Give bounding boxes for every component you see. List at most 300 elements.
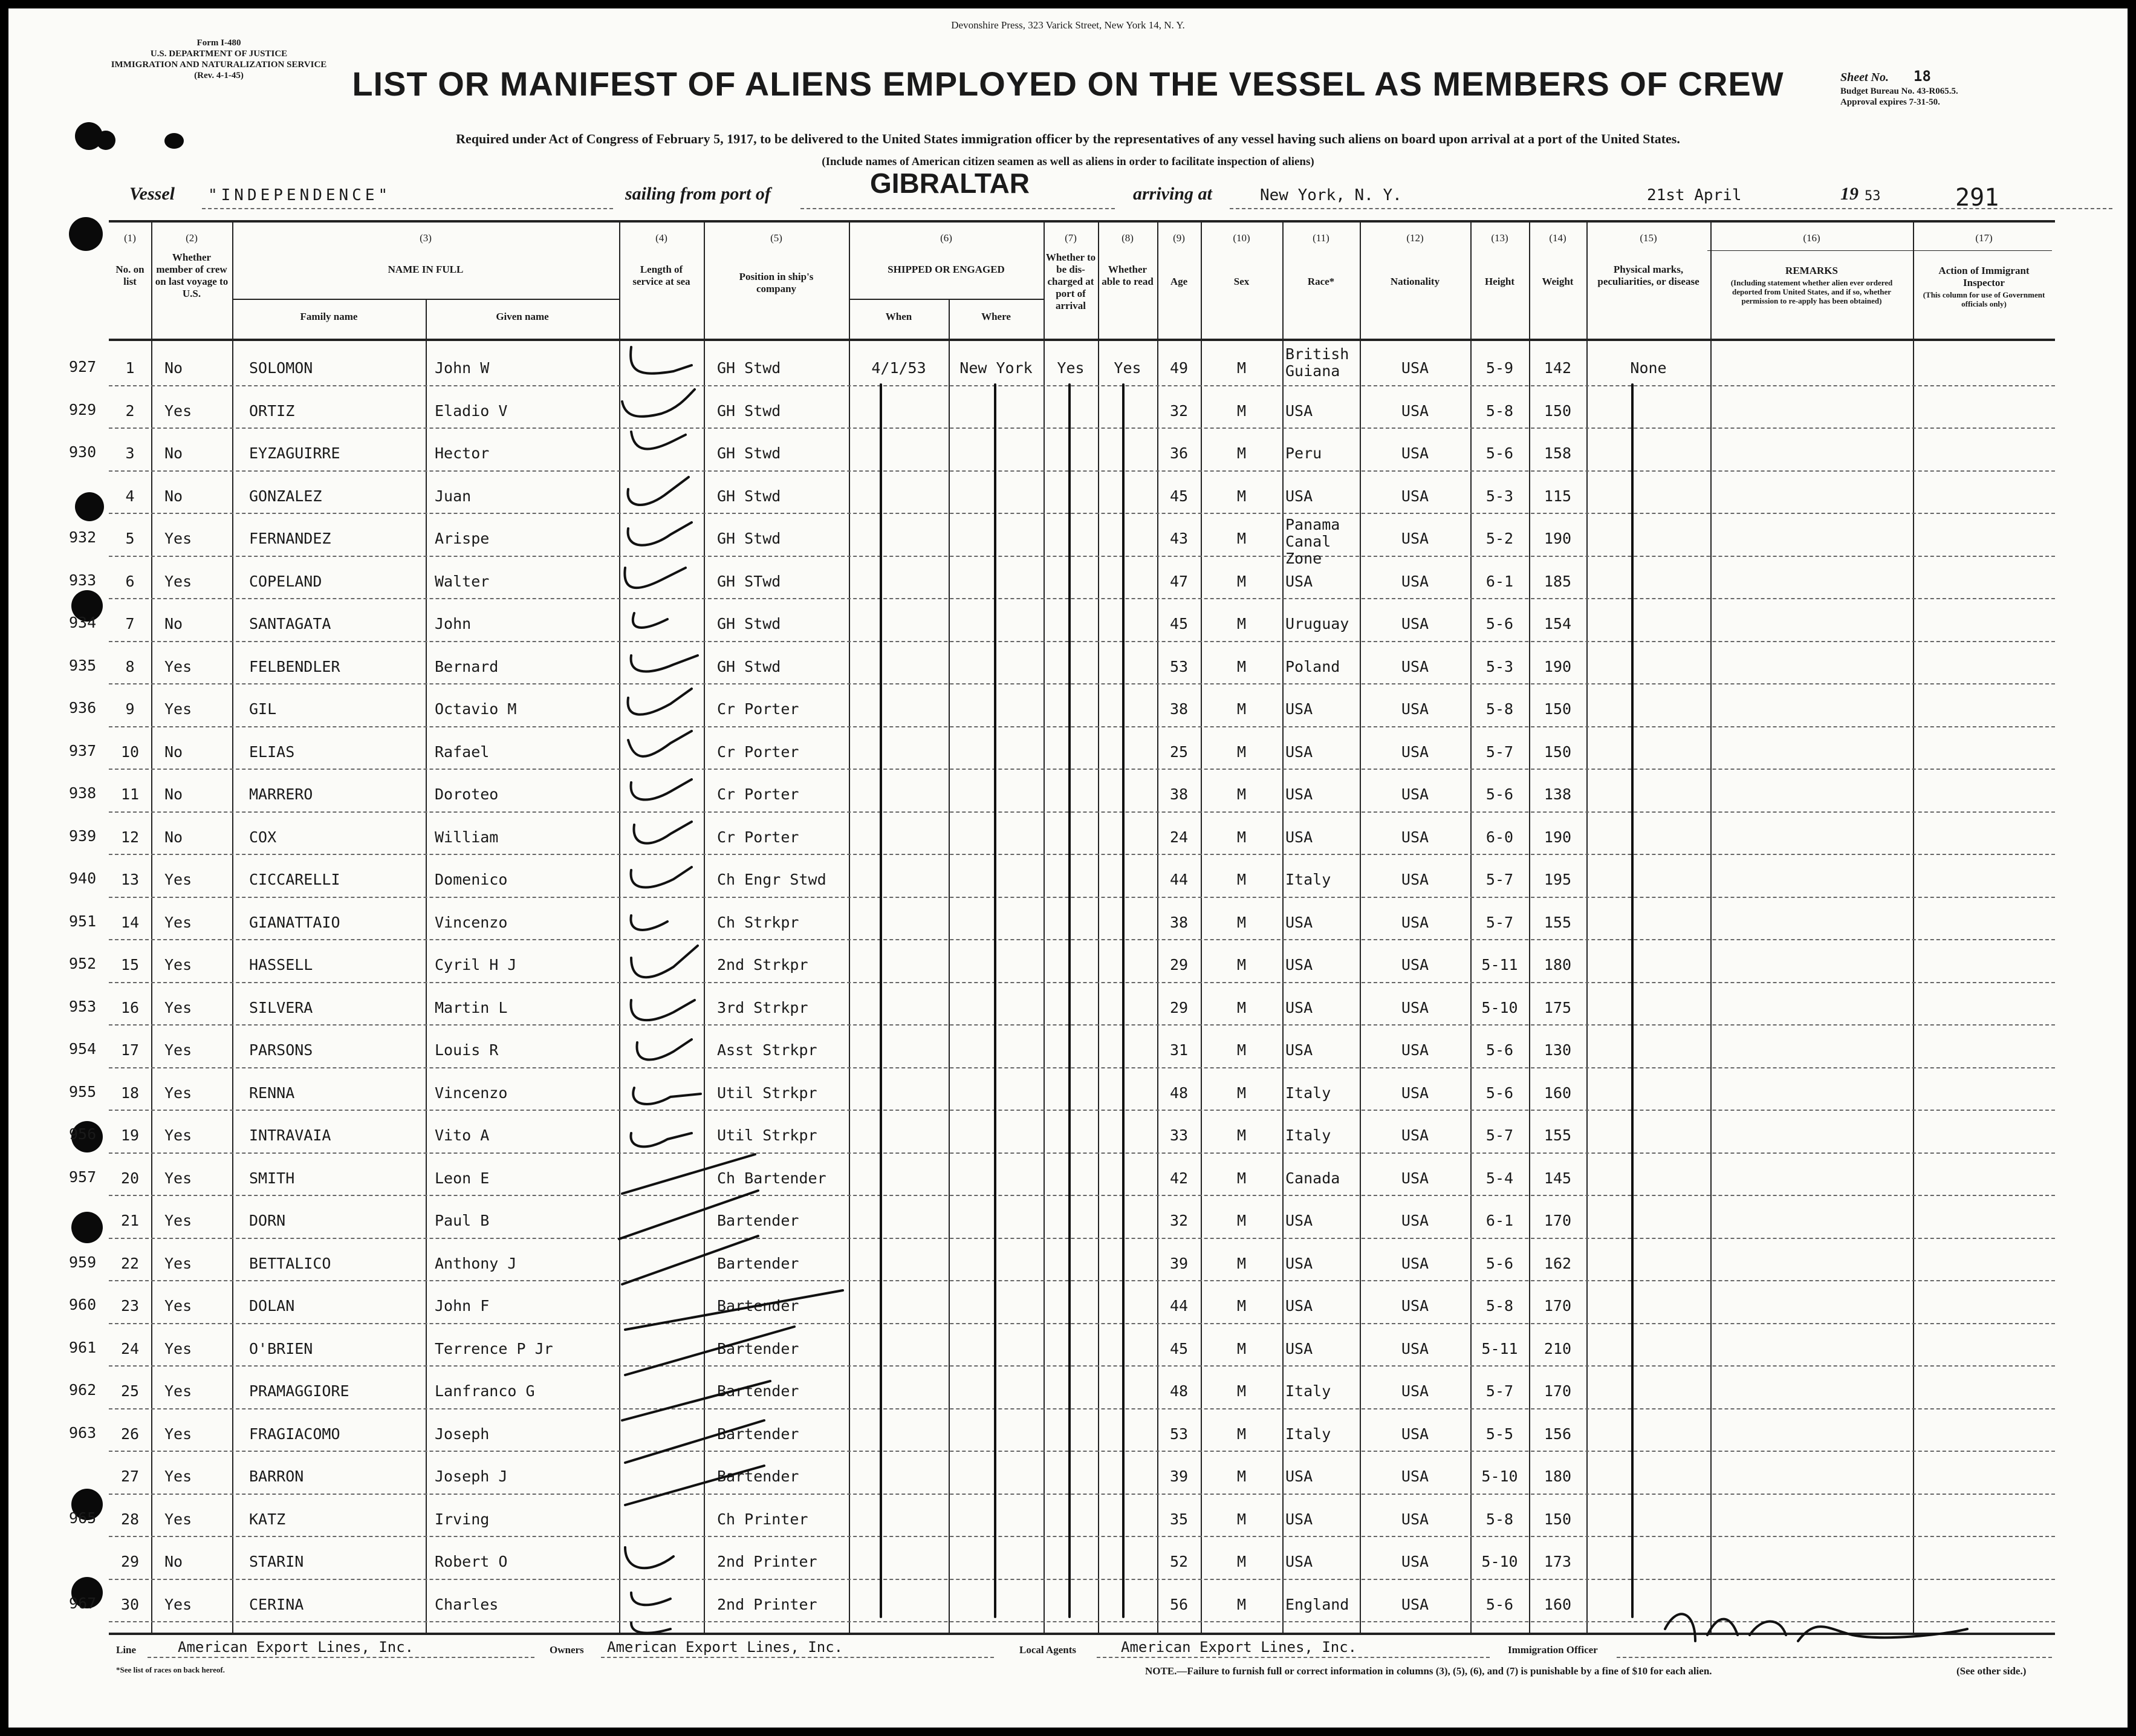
col-title: Physical marks, peculiarities, or disease — [1597, 264, 1699, 287]
margin-number: 934 — [69, 614, 97, 631]
budget-number: Budget Bureau No. 43-R065.5. — [1840, 86, 1958, 96]
family-name-cell: FERNANDEZ — [249, 530, 331, 547]
col-title: Position in ship's company — [739, 271, 814, 294]
race-cell: USA — [1285, 1041, 1313, 1059]
col-title: Age — [1170, 276, 1188, 287]
revision: (Rev. 4-1-45) — [194, 71, 244, 80]
family-name-cell: SILVERA — [249, 998, 313, 1016]
vessel-label: Vessel — [129, 184, 175, 204]
year-prefix: 19 — [1840, 184, 1858, 204]
age-cell: 42 — [1169, 1169, 1189, 1187]
age-cell: 38 — [1169, 700, 1189, 718]
nationality-cell: USA — [1401, 657, 1429, 675]
nationality-cell: USA — [1401, 1084, 1429, 1102]
nationality-cell: USA — [1401, 998, 1429, 1016]
age-cell: 36 — [1169, 444, 1189, 462]
race-cell: Italy — [1285, 1382, 1331, 1400]
nationality-cell: USA — [1401, 743, 1429, 761]
sex-cell: M — [1236, 1510, 1247, 1528]
margin-number: 951 — [69, 912, 97, 930]
nationality-cell: USA — [1401, 401, 1429, 420]
sailing-label: sailing from port of — [625, 184, 771, 204]
nationality-cell: USA — [1401, 700, 1429, 718]
margin-number: 932 — [69, 528, 97, 546]
family-name-cell: SOLOMON — [249, 359, 313, 377]
last-voyage-cell: Yes — [164, 401, 192, 420]
age-cell: 25 — [1169, 743, 1189, 761]
family-name-cell: INTRAVAIA — [249, 1126, 331, 1144]
given-name-cell: Juan — [435, 487, 472, 505]
last-voyage-cell: Yes — [164, 1212, 192, 1229]
last-voyage-cell: Yes — [164, 530, 192, 547]
margin-number: 936 — [69, 699, 97, 717]
race-cell: USA — [1285, 572, 1313, 590]
position-cell: GH Stwd — [717, 657, 781, 675]
nationality-cell: USA — [1401, 1468, 1429, 1485]
race-cell: USA — [1285, 1510, 1313, 1528]
col-number: (2) — [186, 232, 198, 244]
col-note: (This column for use of Government officials only) — [1923, 290, 2045, 308]
col-title: Action of Immigrant Inspector — [1938, 265, 2030, 288]
sex-cell: M — [1236, 998, 1247, 1016]
department: U.S. DEPARTMENT OF JUSTICE — [150, 49, 288, 59]
line-value: American Export Lines, Inc. — [178, 1639, 414, 1656]
nationality-cell: USA — [1401, 1041, 1429, 1059]
race-cell: USA — [1285, 743, 1313, 761]
height-cell: 5-6 — [1485, 1041, 1514, 1059]
race-cell: USA — [1285, 700, 1313, 718]
age-cell: 29 — [1169, 956, 1189, 974]
row-number: 6 — [125, 572, 135, 590]
agents-value: American Export Lines, Inc. — [1121, 1639, 1357, 1656]
sex-cell: M — [1236, 785, 1247, 803]
margin-number: 967 — [69, 1594, 97, 1612]
row-number: 12 — [120, 828, 140, 846]
race-cell: Italy — [1285, 1126, 1331, 1144]
position-cell: 2nd Strkpr — [717, 956, 808, 974]
age-cell: 45 — [1169, 615, 1189, 632]
race-cell: USA — [1285, 1553, 1313, 1570]
col-number: (12) — [1406, 232, 1424, 244]
sex-cell: M — [1236, 1595, 1247, 1613]
where-header: Where — [981, 311, 1011, 322]
given-name-cell: William — [435, 828, 499, 846]
given-name-cell: Leon E — [435, 1169, 490, 1187]
last-voyage-cell: Yes — [164, 1297, 192, 1315]
page-title: LIST OR MANIFEST OF ALIENS EMPLOYED ON THE VESSEL AS MEMBERS OF CREW — [352, 65, 1784, 103]
position-cell: GH Stwd — [717, 487, 781, 505]
row-number: 26 — [120, 1425, 140, 1443]
weight-cell: 170 — [1544, 1212, 1572, 1229]
service: IMMIGRATION AND NATURALIZATION SERVICE — [111, 60, 327, 70]
see-other-side: (See other side.) — [1956, 1665, 2027, 1677]
height-cell: 5-3 — [1485, 487, 1514, 505]
sex-cell: M — [1236, 359, 1247, 377]
page-number: 291 — [1955, 184, 1999, 212]
given-name-cell: Walter — [435, 572, 490, 590]
last-voyage-cell: Yes — [164, 1468, 192, 1485]
last-voyage-cell: No — [164, 444, 183, 462]
position-cell: GH Stwd — [717, 615, 781, 632]
nationality-cell: USA — [1401, 1212, 1429, 1229]
weight-cell: 138 — [1544, 785, 1572, 803]
margin-number: 935 — [69, 656, 97, 674]
race-cell: USA — [1285, 956, 1313, 974]
weight-cell: 150 — [1544, 743, 1572, 761]
margin-number: 953 — [69, 997, 97, 1015]
weight-cell: 162 — [1544, 1254, 1572, 1272]
row-number: 1 — [125, 359, 135, 377]
age-cell: 32 — [1169, 401, 1189, 420]
row-number: 15 — [120, 956, 140, 974]
sex-cell: M — [1236, 871, 1247, 888]
position-cell: Cr Porter — [717, 743, 799, 761]
weight-cell: 142 — [1544, 359, 1572, 377]
nationality-cell: USA — [1401, 1254, 1429, 1272]
height-cell: 6-1 — [1485, 572, 1514, 590]
race-cell: USA — [1285, 828, 1313, 846]
family-name-cell: BARRON — [249, 1468, 304, 1485]
row-number: 8 — [125, 657, 135, 675]
weight-cell: 155 — [1544, 913, 1572, 931]
weight-cell: 130 — [1544, 1041, 1572, 1059]
margin-number: 937 — [69, 741, 97, 759]
family-name-cell: ELIAS — [249, 743, 295, 761]
printer-imprint: Devonshire Press, 323 Varick Street, New York 14, N. Y. — [951, 19, 1185, 31]
position-cell: Bartender — [717, 1297, 799, 1315]
sex-cell: M — [1236, 1553, 1247, 1570]
col-title: SHIPPED OR ENGAGED — [888, 264, 1005, 275]
col-title: Whether to be dis-charged at port of arrival — [1045, 252, 1096, 311]
race-cell: Italy — [1285, 1084, 1331, 1102]
col-number: (5) — [770, 232, 782, 244]
family-name-header: Family name — [300, 311, 358, 322]
sex-cell: M — [1236, 530, 1247, 547]
position-cell: Cr Porter — [717, 828, 799, 846]
races-note: *See list of races on back hereof. — [116, 1665, 225, 1674]
manifest-document — [8, 8, 2128, 1728]
nationality-cell: USA — [1401, 1425, 1429, 1443]
age-cell: 43 — [1169, 530, 1189, 547]
age-cell: 45 — [1169, 1339, 1189, 1357]
family-name-cell: FRAGIACOMO — [249, 1425, 340, 1443]
row-number: 9 — [125, 700, 135, 718]
weight-cell: 158 — [1544, 444, 1572, 462]
height-cell: 5-7 — [1485, 743, 1514, 761]
weight-cell: 180 — [1544, 956, 1572, 974]
weight-cell: 156 — [1544, 1425, 1572, 1443]
col-title: Length of service at sea — [632, 264, 690, 287]
owners-value: American Export Lines, Inc. — [607, 1639, 843, 1656]
age-cell: 52 — [1169, 1553, 1189, 1570]
given-name-header: Given name — [496, 311, 549, 322]
include-note: (Include names of American citizen seamen as well as aliens in order to facilitate inspection of aliens) — [822, 155, 1314, 168]
col-title: NAME IN FULL — [388, 264, 464, 275]
nationality-cell: USA — [1401, 1553, 1429, 1570]
margin-number: 955 — [69, 1082, 97, 1100]
position-cell: Bartender — [717, 1254, 799, 1272]
sex-cell: M — [1236, 956, 1247, 974]
last-voyage-cell: Yes — [164, 1126, 192, 1144]
last-voyage-cell: Yes — [164, 1382, 192, 1400]
col-number: (4) — [655, 232, 667, 244]
last-voyage-cell: Yes — [164, 572, 192, 590]
marks-cell: None — [1630, 359, 1667, 377]
weight-cell: 145 — [1544, 1169, 1572, 1187]
nationality-cell: USA — [1401, 1297, 1429, 1315]
owners-label: Owners — [550, 1644, 584, 1656]
position-cell: Bartender — [717, 1425, 799, 1443]
margin-number: 940 — [69, 870, 97, 887]
family-name-cell: CERINA — [249, 1595, 304, 1613]
given-name-cell: Eladio V — [435, 401, 508, 420]
col-title: Whether able to read — [1102, 264, 1154, 287]
weight-cell: 170 — [1544, 1297, 1572, 1315]
height-cell: 5-8 — [1485, 401, 1514, 420]
family-name-cell: CICCARELLI — [249, 871, 340, 888]
age-cell: 53 — [1169, 657, 1189, 675]
weight-cell: 150 — [1544, 1510, 1572, 1528]
last-voyage-cell: Yes — [164, 956, 192, 974]
row-number: 23 — [120, 1297, 140, 1315]
age-cell: 32 — [1169, 1212, 1189, 1229]
last-voyage-cell: Yes — [164, 1041, 192, 1059]
position-cell: GH Stwd — [717, 359, 781, 377]
col-title: Height — [1484, 276, 1515, 287]
position-cell: GH Stwd — [717, 401, 781, 420]
height-cell: 6-0 — [1485, 828, 1514, 846]
family-name-cell: DOLAN — [249, 1297, 295, 1315]
position-cell: Ch Bartender — [717, 1169, 826, 1187]
weight-cell: 160 — [1544, 1084, 1572, 1102]
col-number: (14) — [1549, 232, 1566, 244]
row-number: 25 — [120, 1382, 140, 1400]
sex-cell: M — [1236, 743, 1247, 761]
last-voyage-cell: Yes — [164, 1595, 192, 1613]
vessel-name: "INDEPENDENCE" — [208, 186, 392, 204]
given-name-cell: Vito A — [435, 1126, 490, 1144]
race-cell: Uruguay — [1285, 615, 1349, 632]
race-cell: USA — [1285, 1297, 1313, 1315]
height-cell: 5-9 — [1485, 359, 1514, 377]
col-number: (10) — [1233, 232, 1250, 244]
height-cell: 6-1 — [1485, 1212, 1514, 1229]
height-cell: 5-4 — [1485, 1169, 1514, 1187]
col-number: (13) — [1491, 232, 1508, 244]
required-statement: Required under Act of Congress of February 5, 1917, to be delivered to the United States immigration officer by the representatives of any vessel having such aliens on board upon arrival at a port of the United States. — [456, 131, 1680, 146]
weight-cell: 154 — [1544, 615, 1572, 632]
row-number: 21 — [120, 1212, 140, 1229]
row-number: 10 — [120, 743, 140, 761]
last-voyage-cell: No — [164, 359, 183, 377]
last-voyage-cell: No — [164, 1553, 183, 1570]
given-name-cell: John — [435, 615, 472, 632]
col-number: (1) — [124, 232, 136, 244]
given-name-cell: Irving — [435, 1510, 490, 1528]
position-cell: Bartender — [717, 1212, 799, 1229]
last-voyage-cell: No — [164, 487, 183, 505]
approval-expires: Approval expires 7-31-50. — [1840, 97, 1940, 107]
weight-cell: 190 — [1544, 828, 1572, 846]
age-cell: 44 — [1169, 1297, 1189, 1315]
penalty-note: NOTE.—Failure to furnish full or correct information in columns (3), (5), (6), and (7) is punishable by a fine of $10 for each alien. — [1145, 1665, 1712, 1677]
sex-cell: M — [1236, 1254, 1247, 1272]
given-name-cell: Domenico — [435, 871, 508, 888]
position-cell: Bartender — [717, 1339, 799, 1357]
margin-number: 954 — [69, 1040, 97, 1058]
age-cell: 48 — [1169, 1084, 1189, 1102]
when-header: When — [885, 311, 912, 322]
weight-cell: 160 — [1544, 1595, 1572, 1613]
age-cell: 29 — [1169, 998, 1189, 1016]
row-number: 5 — [125, 530, 135, 547]
height-cell: 5-7 — [1485, 913, 1514, 931]
age-cell: 48 — [1169, 1382, 1189, 1400]
margin-number: 965 — [69, 1509, 97, 1527]
height-cell: 5-6 — [1485, 1254, 1514, 1272]
margin-number: 960 — [69, 1296, 97, 1313]
position-cell: Asst Strkpr — [717, 1041, 817, 1059]
family-name-cell: MARRERO — [249, 785, 313, 803]
last-voyage-cell: Yes — [164, 1339, 192, 1357]
given-name-cell: Joseph — [435, 1425, 490, 1443]
last-voyage-cell: Yes — [164, 700, 192, 718]
family-name-cell: COPELAND — [249, 572, 322, 590]
sex-cell: M — [1236, 1212, 1247, 1229]
margin-number: 959 — [69, 1253, 97, 1271]
sex-cell: M — [1236, 1169, 1247, 1187]
weight-cell: 155 — [1544, 1126, 1572, 1144]
age-cell: 39 — [1169, 1468, 1189, 1485]
race-cell: USA — [1285, 487, 1313, 505]
nationality-cell: USA — [1401, 828, 1429, 846]
height-cell: 5-8 — [1485, 1297, 1514, 1315]
given-name-cell: Vincenzo — [435, 913, 508, 931]
weight-cell: 195 — [1544, 871, 1572, 888]
nationality-cell: USA — [1401, 1126, 1429, 1144]
family-name-cell: SANTAGATA — [249, 615, 331, 632]
race-cell: British Guiana — [1285, 345, 1349, 380]
family-name-cell: PARSONS — [249, 1041, 313, 1059]
last-voyage-cell: Yes — [164, 1169, 192, 1187]
nationality-cell: USA — [1401, 615, 1429, 632]
family-name-cell: SMITH — [249, 1169, 295, 1187]
last-voyage-cell: Yes — [164, 871, 192, 888]
col-number: (6) — [940, 232, 952, 244]
race-cell: USA — [1285, 1468, 1313, 1485]
race-cell: Italy — [1285, 871, 1331, 888]
col-number: (11) — [1313, 232, 1329, 244]
given-name-cell: Bernard — [435, 657, 499, 675]
family-name-cell: GIL — [249, 700, 277, 718]
given-name-cell: Martin L — [435, 998, 508, 1016]
read-cell: Yes — [1114, 359, 1141, 377]
sex-cell: M — [1236, 444, 1247, 462]
position-cell: Util Strkpr — [717, 1126, 817, 1144]
position-cell: 2nd Printer — [717, 1553, 817, 1570]
race-cell: USA — [1285, 1339, 1313, 1357]
row-number: 7 — [125, 615, 135, 632]
discharged-cell: Yes — [1057, 359, 1085, 377]
officer-label: Immigration Officer — [1508, 1644, 1598, 1656]
row-number: 29 — [120, 1553, 140, 1570]
col-title: Weight — [1542, 276, 1574, 287]
nationality-cell: USA — [1401, 785, 1429, 803]
sex-cell: M — [1236, 1041, 1247, 1059]
age-cell: 35 — [1169, 1510, 1189, 1528]
family-name-cell: O'BRIEN — [249, 1339, 313, 1357]
row-number: 18 — [120, 1084, 140, 1102]
arrival-date: 21st April — [1647, 186, 1742, 204]
race-cell: Italy — [1285, 1425, 1331, 1443]
race-cell: USA — [1285, 401, 1313, 420]
sex-cell: M — [1236, 1084, 1247, 1102]
given-name-cell: Joseph J — [435, 1468, 508, 1485]
last-voyage-cell: Yes — [164, 1510, 192, 1528]
nationality-cell: USA — [1401, 956, 1429, 974]
last-voyage-cell: No — [164, 785, 183, 803]
col-title: Sex — [1233, 276, 1250, 287]
height-cell: 5-6 — [1485, 1595, 1514, 1613]
row-number: 14 — [120, 913, 140, 931]
year-suffix: 53 — [1865, 189, 1881, 204]
col-note: (Including statement whether alien ever ordered deported from United States, and if so, whether permission to re-apply has been obtained) — [1730, 278, 1893, 305]
margin-number: 939 — [69, 827, 97, 845]
margin-number: 962 — [69, 1381, 97, 1399]
family-name-cell: KATZ — [249, 1510, 286, 1528]
given-name-cell: Doroteo — [435, 785, 499, 803]
height-cell: 5-10 — [1481, 1553, 1518, 1570]
given-name-cell: Arispe — [435, 530, 490, 547]
height-cell: 5-6 — [1485, 615, 1514, 632]
given-name-cell: Vincenzo — [435, 1084, 508, 1102]
race-cell: Poland — [1285, 657, 1340, 675]
nationality-cell: USA — [1401, 1510, 1429, 1528]
row-number: 3 — [125, 444, 135, 462]
position-cell: 2nd Printer — [717, 1595, 817, 1613]
col-number: (7) — [1065, 232, 1077, 244]
sex-cell: M — [1236, 572, 1247, 590]
position-cell: Ch Printer — [717, 1510, 808, 1528]
col-number: (16) — [1803, 232, 1820, 244]
col-number: (8) — [1122, 232, 1134, 244]
col-title: Nationality — [1390, 276, 1440, 287]
age-cell: 45 — [1169, 487, 1189, 505]
race-cell: Canada — [1285, 1169, 1340, 1187]
position-cell: Ch Engr Stwd — [717, 871, 826, 888]
row-number: 24 — [120, 1339, 140, 1357]
row-number: 30 — [120, 1595, 140, 1613]
margin-number: 963 — [69, 1423, 97, 1442]
nationality-cell: USA — [1401, 871, 1429, 888]
position-cell: Bartender — [717, 1382, 799, 1400]
height-cell: 5-10 — [1481, 998, 1518, 1016]
sex-cell: M — [1236, 1425, 1247, 1443]
family-name-cell: GIANATTAIO — [249, 913, 340, 931]
given-name-cell: Charles — [435, 1595, 499, 1613]
race-cell: USA — [1285, 1254, 1313, 1272]
height-cell: 5-11 — [1481, 1339, 1518, 1357]
weight-cell: 150 — [1544, 700, 1572, 718]
margin-number: 961 — [69, 1338, 97, 1356]
margin-number: 952 — [69, 955, 97, 972]
sex-cell: M — [1236, 1468, 1247, 1485]
nationality-cell: USA — [1401, 572, 1429, 590]
age-cell: 38 — [1169, 785, 1189, 803]
family-name-cell: ORTIZ — [249, 401, 295, 420]
position-cell: GH STwd — [717, 572, 781, 590]
given-name-cell: Hector — [435, 444, 490, 462]
